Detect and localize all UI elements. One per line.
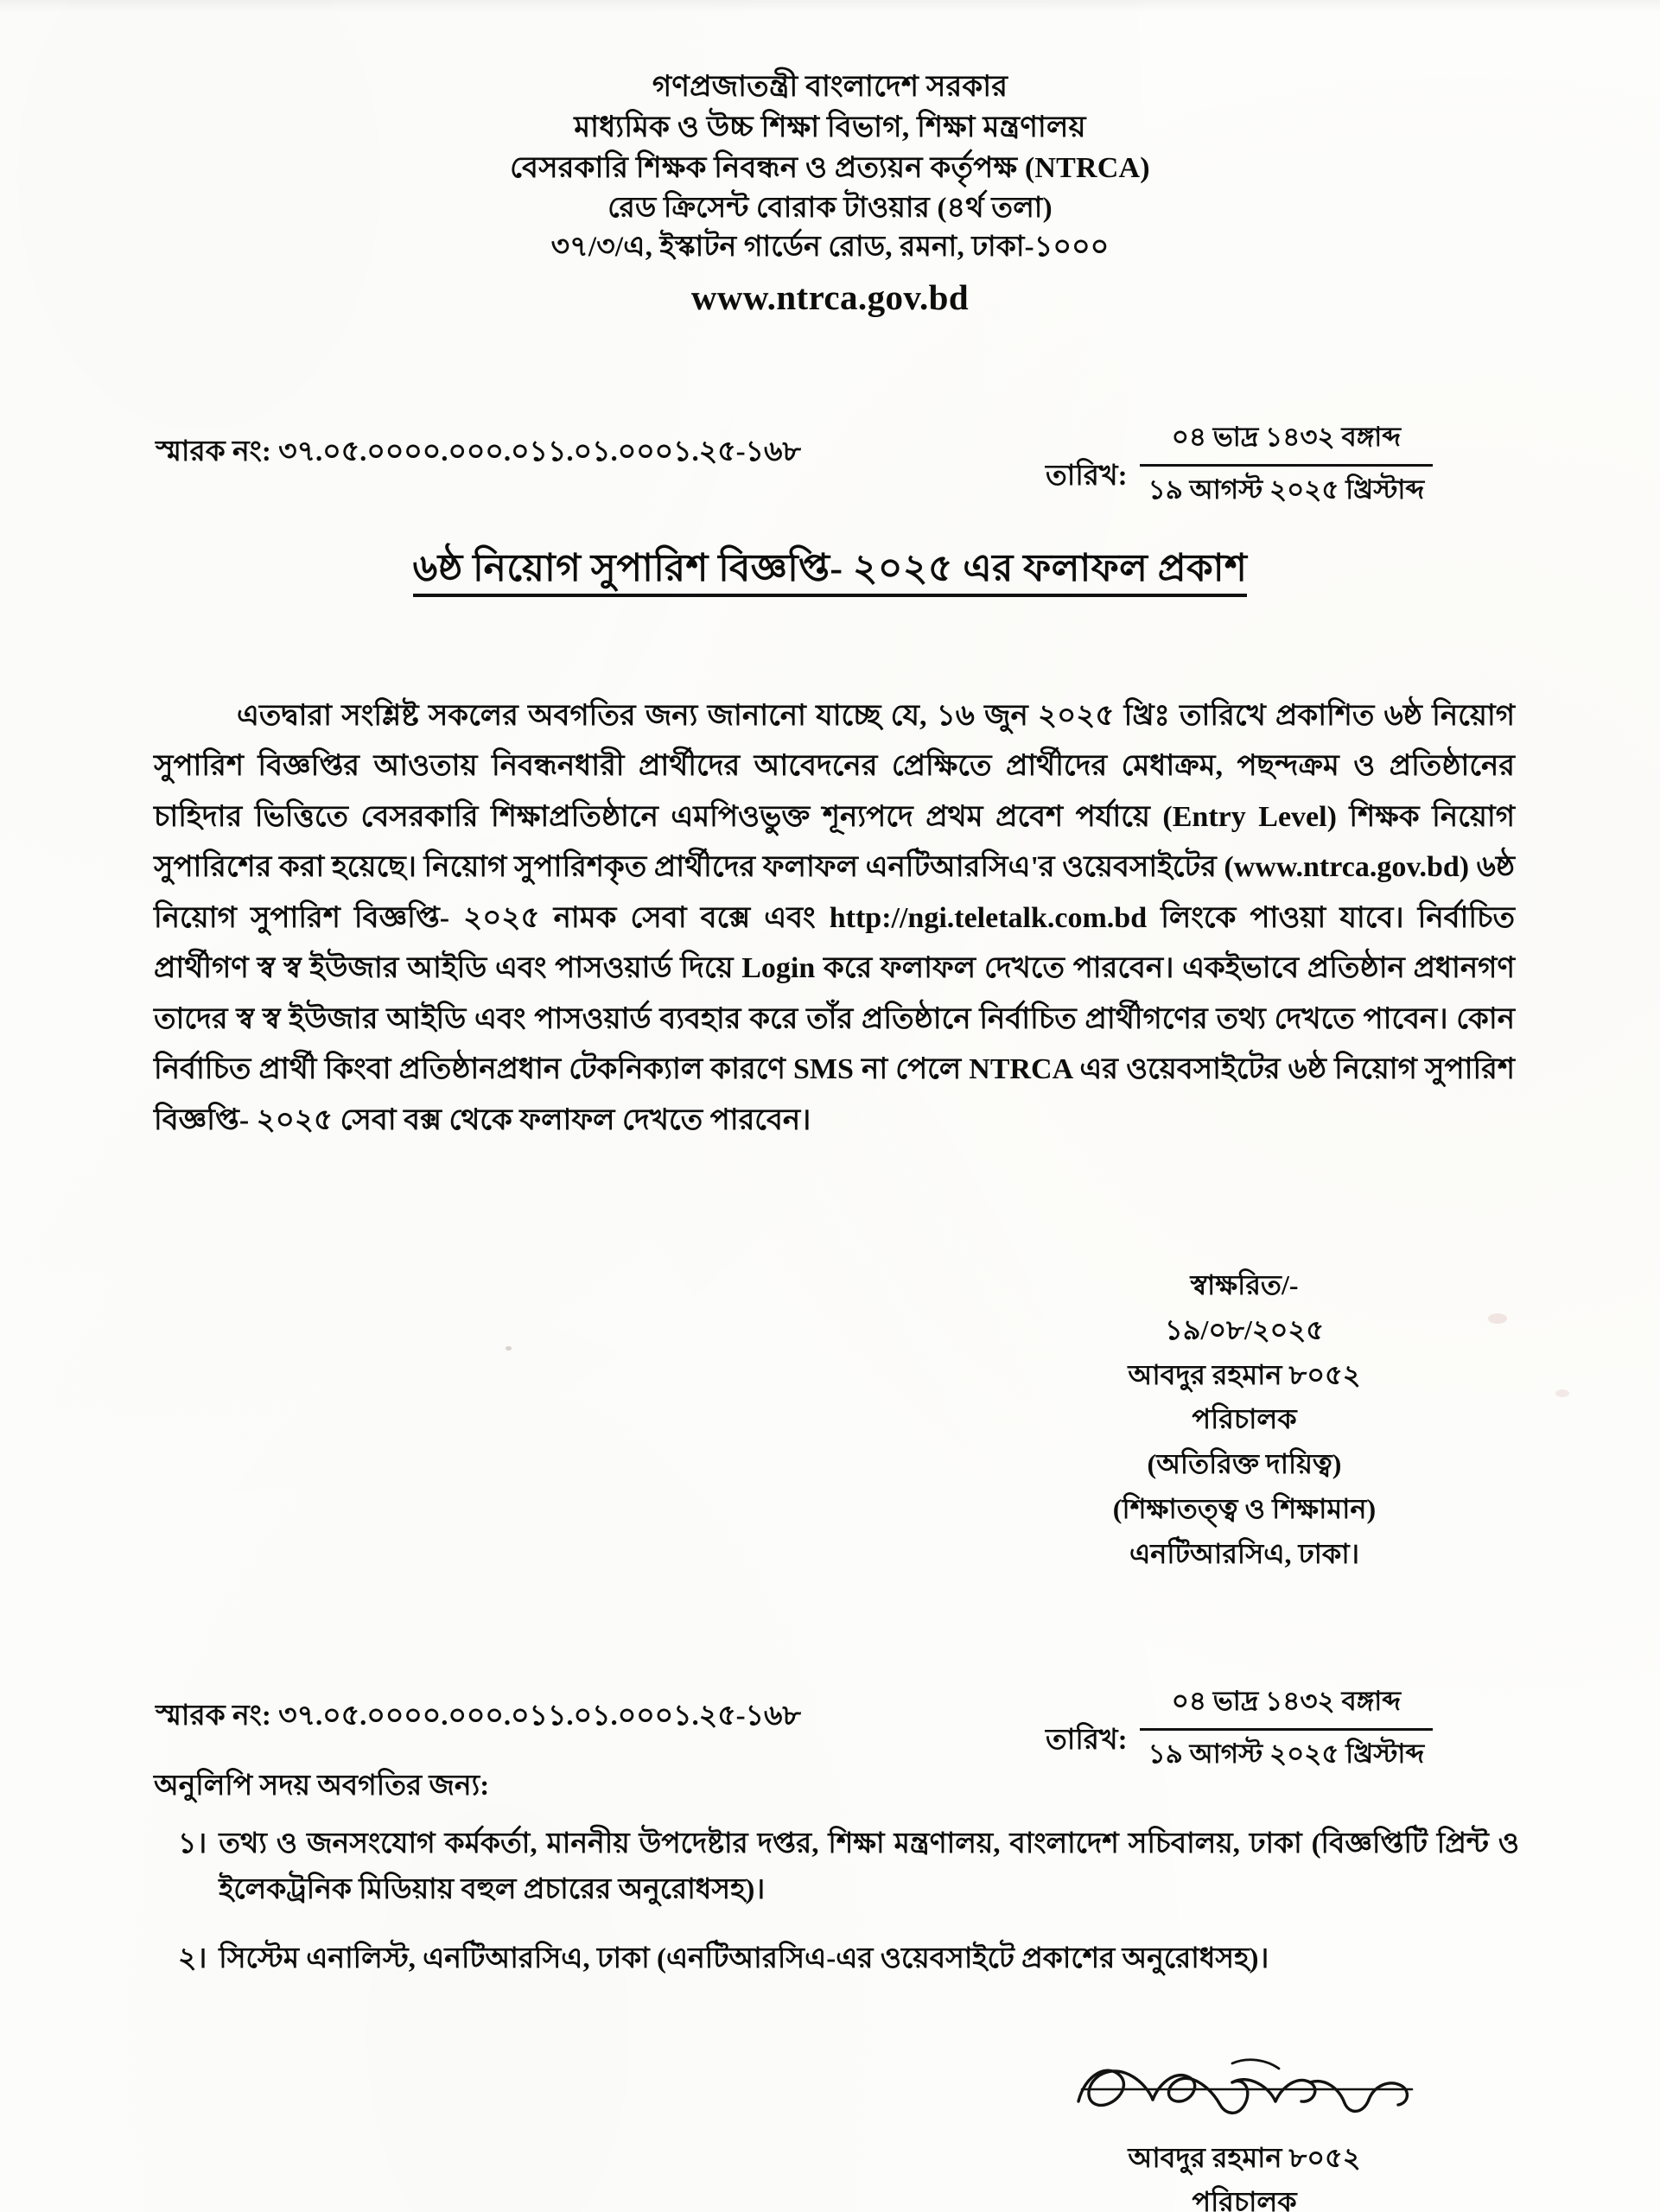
date-label: তারিখ: xyxy=(1046,460,1128,492)
date-gregorian: ১৯ আগস্ট ২০২৫ খ্রিস্টাব্দ xyxy=(1148,474,1425,505)
signature-block xyxy=(1002,1263,1486,1577)
bottom-signature-block xyxy=(1002,2048,1486,2212)
letterhead xyxy=(0,67,1660,318)
signatory-additional-charge: (অতিরিক্ত দায়িত্ব) xyxy=(1147,1448,1342,1480)
date-fraction-2 xyxy=(1140,1681,1434,1778)
body-part-7: না পেলে xyxy=(853,1053,970,1086)
list-item xyxy=(154,1821,1519,1914)
teletalk-link: http://ngi.teletalk.com.bd xyxy=(829,901,1148,934)
signatory-name: আবদুর রহমান ৮০৫২ xyxy=(1128,1358,1361,1390)
signatory-designation: পরিচালক xyxy=(1192,1403,1297,1435)
memo-row-top xyxy=(0,416,1660,505)
letterhead-building-line: রেড ক্রিসেন্ট বোরাক টাওয়ার (৪র্থ তলা) xyxy=(607,192,1053,224)
body-part-2: শিক্ষক নিয়োগ সুপারিশের করা হয়েছে। নিয়োগ সুপারিশকৃত প্রার্থীদের ফলাফল এনটিআরসিএ'র ওয়েবসাইটের ( xyxy=(154,800,1515,884)
list-item xyxy=(154,1936,1519,1982)
body-part-3: ) xyxy=(1459,851,1477,884)
handwritten-signature-icon xyxy=(1002,2048,1486,2134)
bottom-signatory-designation: পরিচালক xyxy=(1192,2186,1297,2212)
letterhead-website: www.ntrca.gov.bd xyxy=(690,276,970,317)
memo-number: স্মারক নং: ৩৭.০৫.০০০০.০০০.০১১.০১.০০০১.২৫-১৬৮ xyxy=(156,436,801,467)
copy-list-heading: অনুলিপি সদয় অবগতির জন্য: xyxy=(154,1770,490,1802)
signature-date: ১৯/০৮/২০২৫ xyxy=(1164,1313,1325,1345)
body-part-8: এর ওয়েবসাইটের xyxy=(1072,1053,1288,1086)
ntrca-website-inline: www.ntrca.gov.bd xyxy=(1233,851,1460,884)
bottom-signatory-name: আবদুর রহমান ৮০৫২ xyxy=(1128,2142,1361,2173)
copy-list xyxy=(154,1821,1519,2005)
ntrca-term: NTRCA xyxy=(969,1053,1072,1086)
body-part-5: লিংকে পাওয়া যাবে। নির্বাচিত প্রার্থীগণ স্ব স্ব ইউজার আইডি এবং পাসওয়ার্ড দিয়ে xyxy=(154,901,1515,985)
service-box-name-1: ৬ষ্ঠ নিয়োগ সুপারিশ বিজ্ঞপ্তি- ২০২৫ xyxy=(154,851,1515,934)
letterhead-government-line: গণপ্রজাতন্ত্রী বাংলাদেশ সরকার xyxy=(652,71,1008,103)
date-bangla-2: ০৪ ভাদ্র ১৪৩২ বঙ্গাব্দ xyxy=(1171,1686,1402,1716)
list-item-text: তথ্য ও জনসংযোগ কর্মকর্তা, মাননীয় উপদেষ্টার দপ্তর, শিক্ষা মন্ত্রণালয়, বাংলাদেশ সচিবালয়, ঢাকা (বিজ্ঞপ্তিটি প্রিন্ট ও ইলেকট্রনিক মিডিয়ায় বহুল প্রচারের অনুরোধসহ)। xyxy=(219,1828,1519,1906)
body-part-6: করে ফলাফল দেখতে পারবেন। একইভাবে প্রতিষ্ঠান প্রধানগণ তাদের স্ব স্ব ইউজার আইডি এবং পাসওয়ার্ড ব্যবহার করে তাঁর প্রতিষ্ঠানে নির্বাচিত প্রার্থীগণের তথ্য দেখতে পাবেন। কোন নির্বাচিত প্রার্থী কিংবা প্রতিষ্ঠানপ্রধান টেকনিক্যাল কারণে xyxy=(154,952,1515,1086)
sms-term: SMS xyxy=(793,1053,854,1086)
scan-speck xyxy=(1488,1313,1507,1324)
letterhead-authority-line: বেসরকারি শিক্ষক নিবন্ধন ও প্রত্যয়ন কর্তৃপক্ষ (NTRCA) xyxy=(510,151,1150,184)
document-title-text: ৬ষ্ঠ নিয়োগ সুপারিশ বিজ্ঞপ্তি- ২০২৫ এর ফলাফল প্রকাশ xyxy=(413,547,1248,597)
body-part-4: নামক সেবা বক্সে এবং xyxy=(539,901,830,934)
signed-marker: স্বাক্ষরিত/- xyxy=(1190,1269,1299,1300)
signatory-office: এনটিআরসিএ, ঢাকা। xyxy=(1129,1537,1360,1569)
signatory-wing: (শিক্ষাতত্ত্ব ও শিক্ষামান) xyxy=(1112,1493,1377,1525)
list-item-number: ১। xyxy=(178,1828,207,1859)
date-gregorian-2: ১৯ আগস্ট ২০২৫ খ্রিস্টাব্দ xyxy=(1148,1738,1425,1769)
body-part-9: সেবা বক্স থেকে ফলাফল দেখতে পারবেন। xyxy=(333,1103,811,1136)
date-bangla: ০৪ ভাদ্র ১৪৩২ বঙ্গাব্দ xyxy=(1171,422,1402,452)
scan-speck xyxy=(1555,1389,1569,1397)
scan-edge-shadow xyxy=(0,0,1660,12)
memo-number-2: স্মারক নং: ৩৭.০৫.০০০০.০০০.০১১.০১.০০০১.২৫-১৬৮ xyxy=(156,1700,801,1732)
memo-row-bottom xyxy=(0,1681,1660,1769)
body-paragraph xyxy=(154,691,1515,1146)
date-block-2 xyxy=(1046,1681,1433,1778)
list-item-text: সিস্টেম এনালিস্ট, এনটিআরসিএ, ঢাকা (এনটিআরসিএ-এর ওয়েবসাইটে প্রকাশের অনুরোধসহ)। xyxy=(219,1942,1269,1974)
login-term: Login xyxy=(741,952,816,985)
scan-speck xyxy=(506,1346,512,1351)
document-title xyxy=(0,539,1660,602)
service-box-name-2: ৬ষ্ঠ নিয়োগ সুপারিশ বিজ্ঞপ্তি- ২০২৫ xyxy=(154,1053,1515,1136)
letterhead-division-line: মাধ্যমিক ও উচ্চ শিক্ষা বিভাগ, শিক্ষা মন্ত্রণালয় xyxy=(574,111,1086,143)
list-item-number: ২। xyxy=(178,1942,207,1974)
date-block xyxy=(1046,416,1433,514)
date-label-2: তারিখ: xyxy=(1046,1724,1128,1756)
date-fraction xyxy=(1140,416,1434,514)
body-part-1: এতদ্বারা সংশ্লিষ্ট সকলের অবগতির জন্য জানানো যাচ্ছে যে, ১৬ জুন ২০২৫ খ্রিঃ তারিখে প্রকাশিত ৬ষ্ঠ নিয়োগ সুপারিশ বিজ্ঞপ্তির আওতায় নিবন্ধনধারী প্রার্থীদের আবেদনের প্রেক্ষিতে প্রার্থীদের মেধাক্রম, পছন্দক্রম ও প্রতিষ্ঠানের চাহিদার ভিত্তিতে বেসরকারি শিক্ষাপ্রতিষ্ঠানে এমপিওভুক্ত শূন্যপদে প্রথম প্রবেশ পর্যায়ে ( xyxy=(154,700,1515,833)
letterhead-address-line: ৩৭/৩/এ, ইস্কাটন গার্ডেন রোড, রমনা, ঢাকা-১০০০ xyxy=(550,232,1110,264)
entry-level-term: Entry Level) xyxy=(1172,800,1337,833)
